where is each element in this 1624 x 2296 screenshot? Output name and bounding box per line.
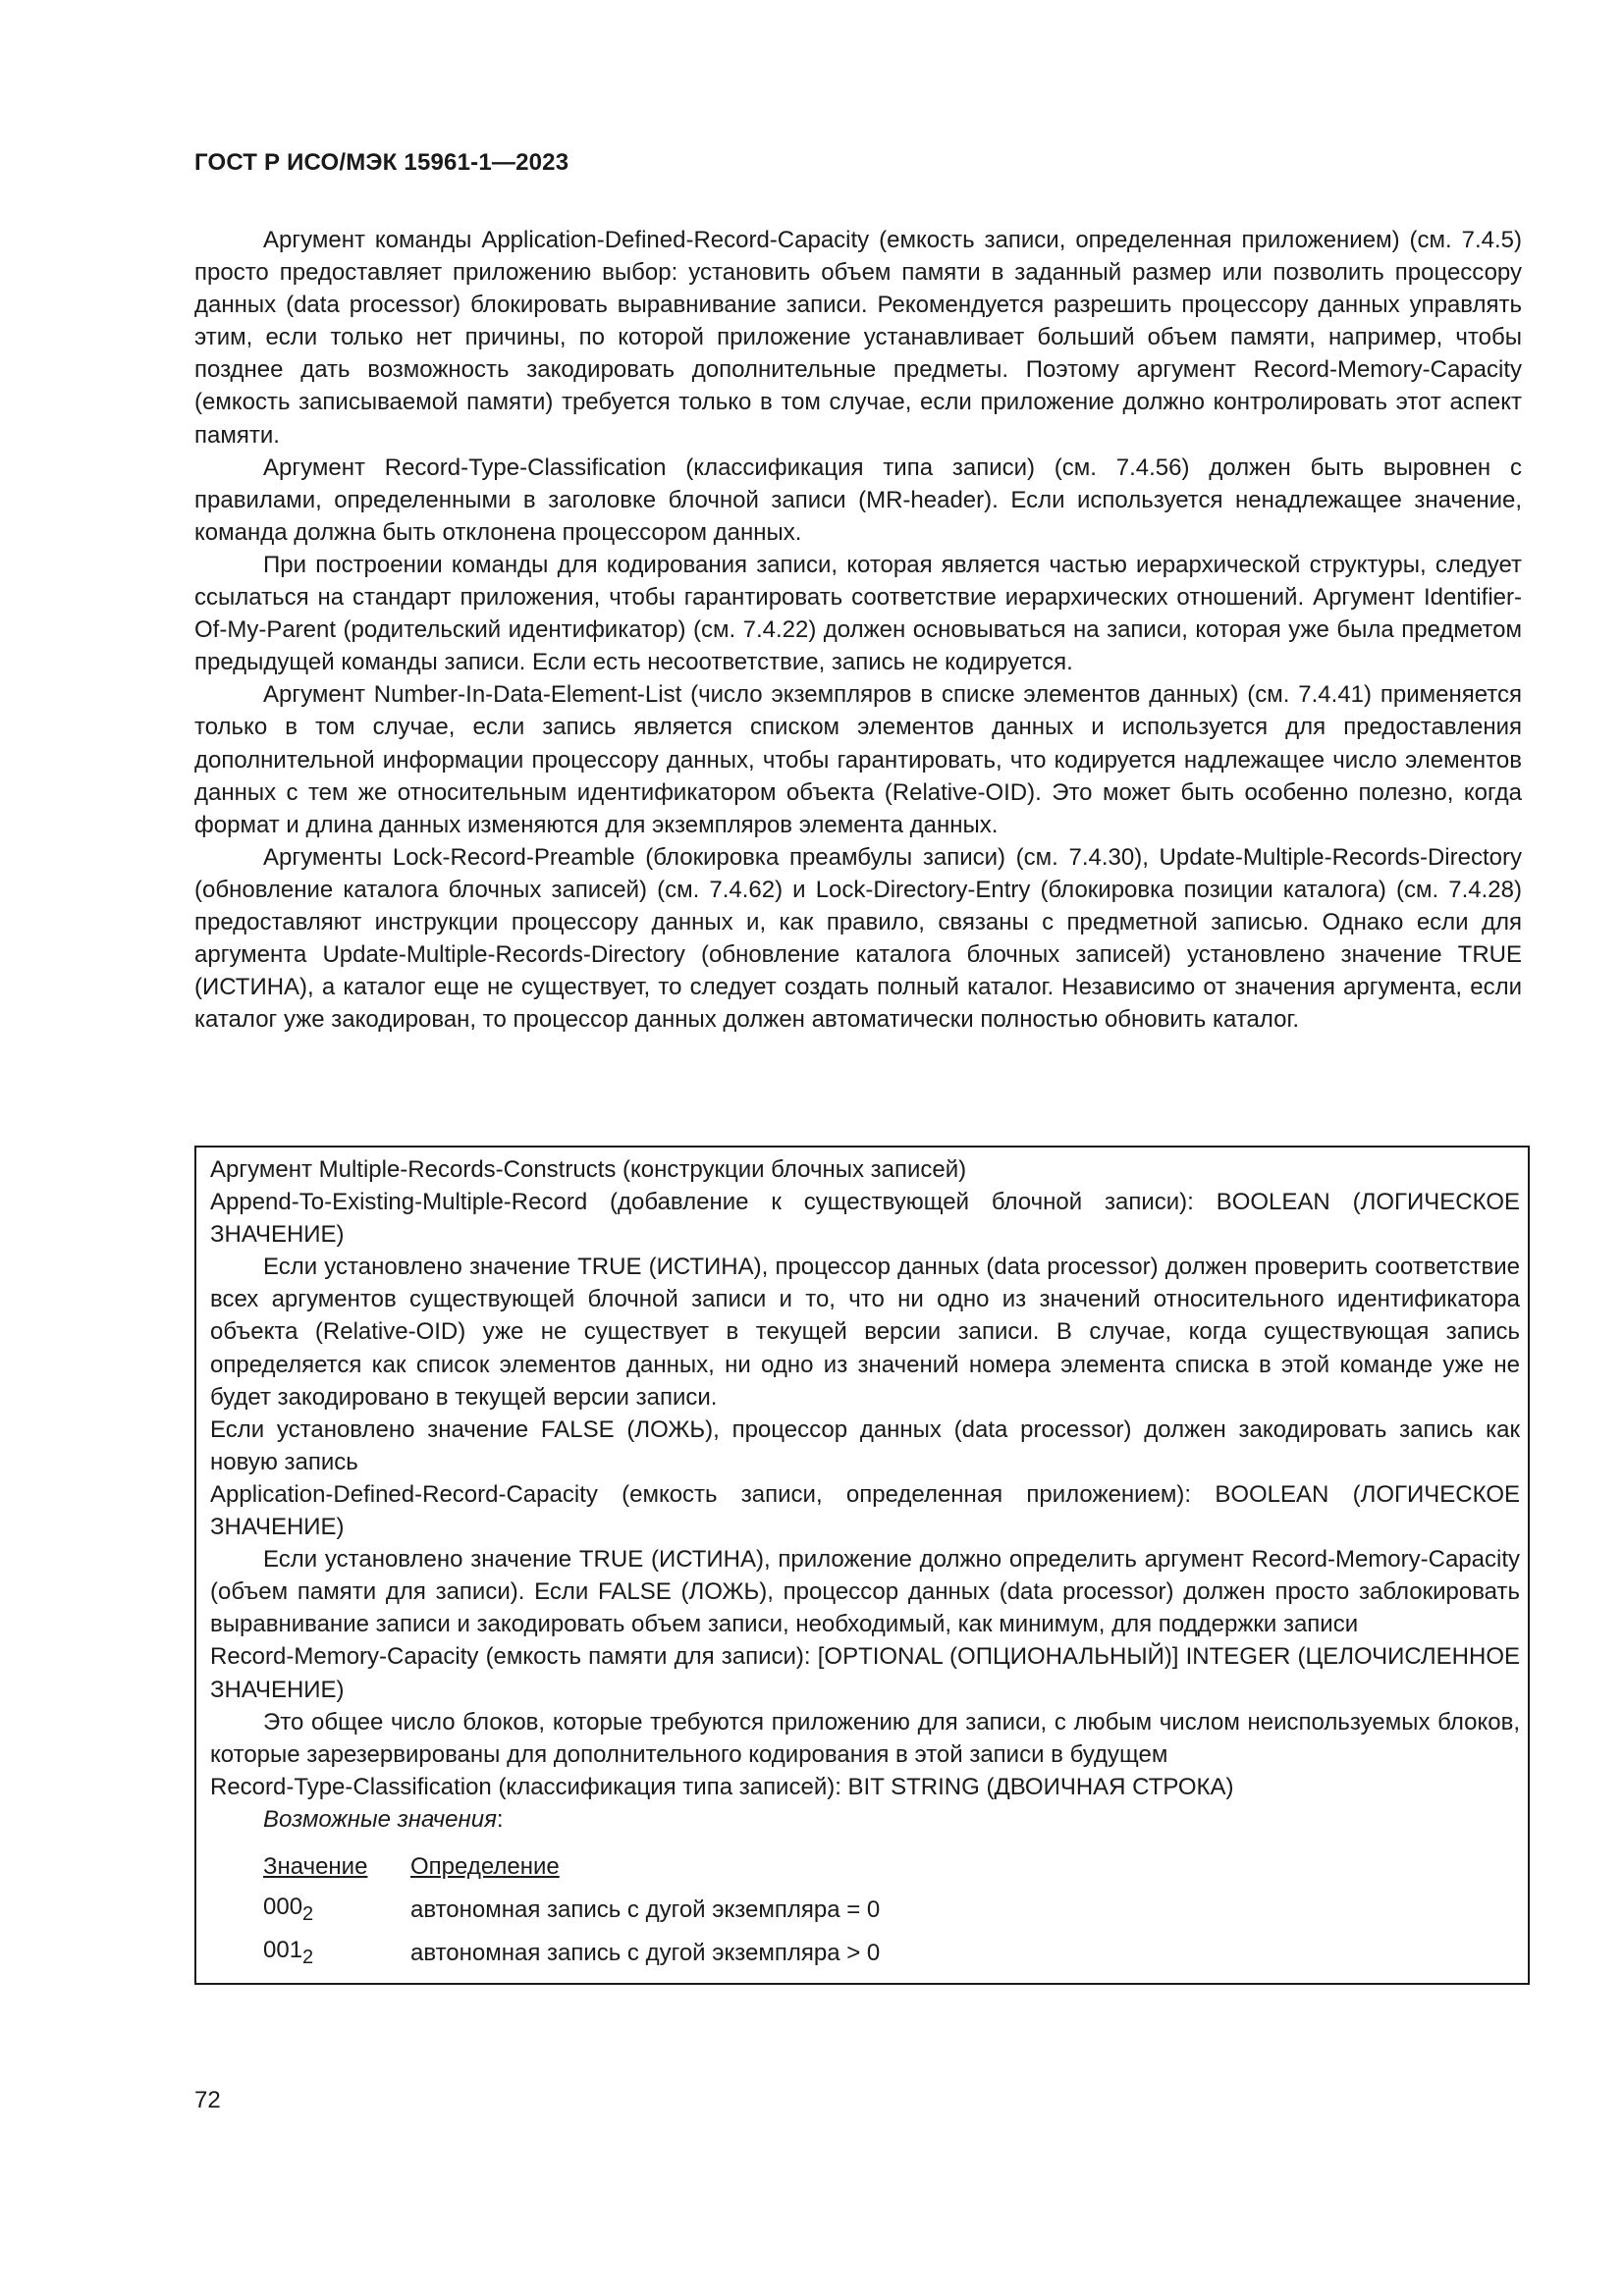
- argument-description: Это общее число блоков, которые требуются приложению для записи, с любым числом неиспользуемых блоков, которые зарезервированы для дополнительного кодирования в этой записи в будущем: [210, 1708, 1520, 1768]
- body-text: [194, 224, 1522, 1036]
- paragraph: Аргумент Record-Type-Classification (классификация типа записи) (см. 7.4.56) должен быть выровнен с правилами, определенными в заголовке блочной записи (MR-header). Если используется ненадлежащее значение, команда должна быть отклонена процессором данных.: [194, 454, 1522, 546]
- argument-name: Append-To-Existing-Multiple-Record (добавление к существующей блочной записи): BOOLEAN (ЛОГИЧЕСКОЕ ЗНАЧЕНИЕ): [210, 1189, 1520, 1249]
- bit-definition: автономная запись с дугой экземпляра > 0: [410, 1940, 881, 1967]
- argument-description: Если установлено значение FALSE (ЛОЖЬ), процессор данных (data processor) должен закодировать запись как новую запись: [210, 1415, 1520, 1475]
- column-header-value: Значение: [263, 1853, 368, 1881]
- paragraph: Аргумент Number-In-Data-Element-List (число экземпляров в списке элементов данных) (см. 7.4.41) применяется только в том случае, если запись является списком элементов данных и используется для предоставления дополнительной информации процессору данных, чтобы гарантировать, что кодируется надлежащее число элементов данных с тем же относительным идентификатором объекта (Relative-OID). Это может быть особенно полезно, когда формат и длина данных изменяются для экземпляров элемента данных.: [194, 681, 1522, 838]
- bit-value: 001: [263, 1936, 303, 1963]
- document-header: ГОСТ Р ИСО/МЭК 15961-1—2023: [194, 149, 569, 176]
- box-title: Аргумент Multiple-Records-Constructs (конструкции блочных записей): [210, 1156, 967, 1183]
- bit-value: 000: [263, 1893, 303, 1920]
- values-table: [263, 1845, 1520, 1975]
- column-header-definition: Определение: [410, 1853, 560, 1881]
- argument-name: Record-Type-Classification (классификация типа записей): BIT STRING (ДВОИЧНАЯ СТРОКА): [210, 1773, 1234, 1800]
- table-row: [263, 1932, 1520, 1975]
- table-row: [263, 1889, 1520, 1932]
- paragraph: При построении команды для кодирования записи, которая является частью иерархической структуры, следует ссылаться на стандарт приложения, чтобы гарантировать соответствие иерархических отношений. Аргумент Identifier-Of-My-Parent (родительский идентификатор) (см. 7.4.22) должен основываться на записи, которая уже была предметом предыдущей команды записи. Если есть несоответствие, запись не кодируется.: [194, 551, 1522, 676]
- bit-definition: автономная запись с дугой экземпляра = 0: [410, 1896, 881, 1924]
- argument-definition-box: [194, 1146, 1530, 1985]
- possible-values-colon: :: [496, 1805, 504, 1833]
- values-table-header: [263, 1845, 1520, 1889]
- paragraph: Аргумент команды Application-Defined-Record-Capacity (емкость записи, определенная приложением) (см. 7.4.5) просто предоставляет приложению выбор: установить объем памяти в заданный размер или позволить процессору данных (data processor) блокировать выравнивание записи. Рекомендуется разрешить процессору данных управлять этим, если только нет причины, по которой приложение устанавливает больший объем памяти, например, чтобы позднее дать возможность закодировать дополнительные предметы. Поэтому аргумент Record-Memory-Capacity (емкость записываемой памяти) требуется только в том случае, если приложение должно контролировать этот аспект памяти.: [194, 227, 1522, 449]
- possible-values-text: Возможные значения: [263, 1805, 497, 1833]
- argument-description: Если установлено значение TRUE (ИСТИНА), процессор данных (data processor) должен проверить соответствие всех аргументов существующей блочной записи и то, что ни одно из значений относительного идентификатора объекта (Relative-OID) уже не существует в текущей версии записи. В случае, когда существующая запись определяется как список элементов данных, ни одно из значений номера элемента списка в этой команде уже не будет закодировано в текущей версии записи.: [210, 1254, 1520, 1411]
- bit-value-base: 2: [302, 1902, 314, 1925]
- bit-value-base: 2: [302, 1946, 314, 1968]
- possible-values-label: [210, 1803, 1520, 1836]
- argument-name: Record-Memory-Capacity (емкость памяти для записи): [OPTIONAL (ОПЦИОНАЛЬНЫЙ)] INTEGER (ЦЕЛОЧИСЛЕННОЕ ЗНАЧЕНИЕ): [210, 1643, 1520, 1703]
- paragraph: Аргументы Lock-Record-Preamble (блокировка преамбулы записи) (см. 7.4.30), Update-Multiple-Records-Directory (обновление каталога блочных записей) (см. 7.4.62) и Lock-Directory-Entry (блокировка позиции каталога) (см. 7.4.28) предоставляют инструкции процессору данных и, как правило, связаны с предметной записью. Однако если для аргумента Update-Multiple-Records-Directory (обновление каталога блочных записей) установлено значение TRUE (ИСТИНА), а каталог еще не существует, то следует создать полный каталог. Независимо от значения аргумента, если каталог уже закодирован, то процессор данных должен автоматически полностью обновить каталог.: [194, 843, 1522, 1034]
- page-number: 72: [194, 2087, 221, 2113]
- argument-description: Если установлено значение TRUE (ИСТИНА), приложение должно определить аргумент Record-Memory-Capacity (объем памяти для записи). Если FALSE (ЛОЖЬ), процессор данных (data processor) должен просто заблокировать выравнивание записи и закодировать объем записи, необходимый, как минимум, для поддержки записи: [210, 1546, 1520, 1638]
- argument-name: Application-Defined-Record-Capacity (емкость записи, определенная приложением): BOOLEAN (ЛОГИЧЕСКОЕ ЗНАЧЕНИЕ): [210, 1480, 1520, 1541]
